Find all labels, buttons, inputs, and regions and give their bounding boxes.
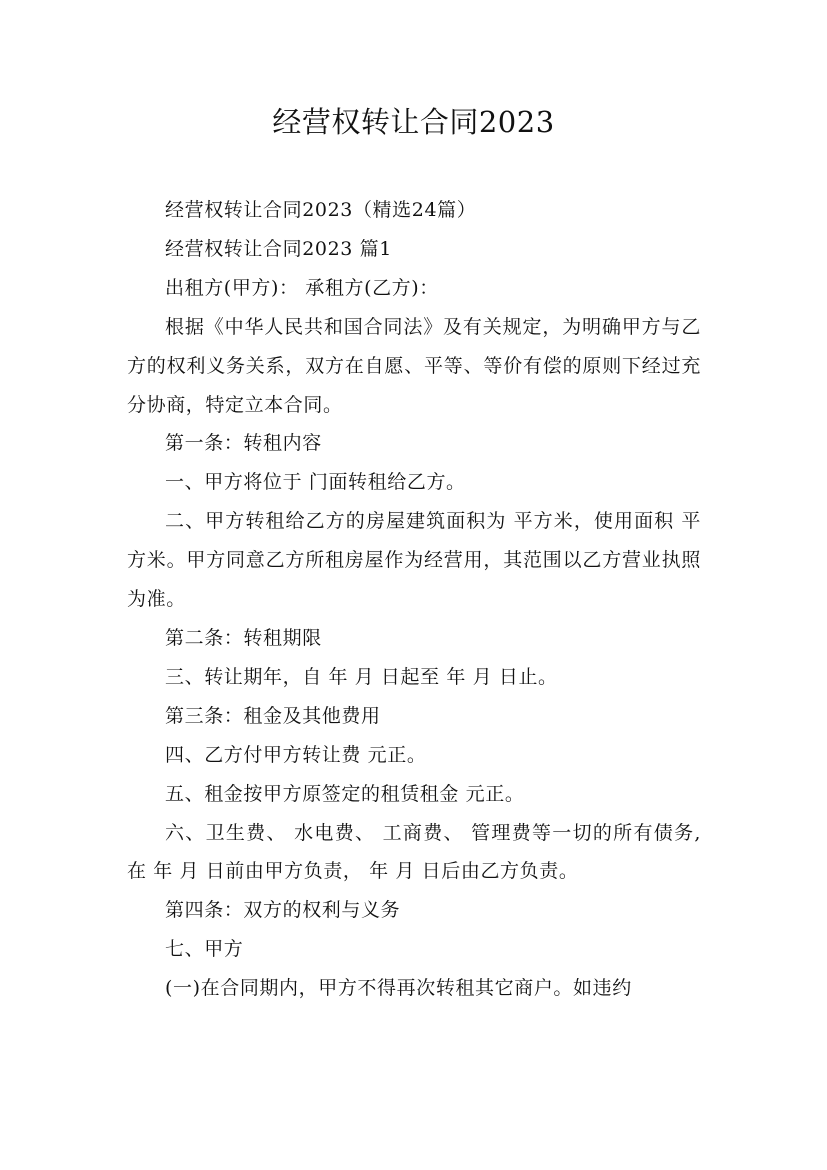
clause-heading-2: 第二条：转租期限 — [165, 626, 322, 649]
clause-subitem-1: (一)在合同期内，甲方不得再次转租其它商户。如违约 — [165, 977, 632, 1000]
clause-heading-4: 第四条：双方的权利与义务 — [165, 899, 401, 922]
document-body — [127, 191, 701, 1008]
paragraph-preamble: 根据《中华人民共和国合同法》及有关规定，为明确甲方与乙方的权利义务关系，双方在自愿、平等、等价有偿的原则下经过充分协商，特定立本合同。 — [127, 315, 701, 416]
clause-heading-3: 第三条：租金及其他费用 — [165, 704, 381, 727]
clause-item-7: 七、甲方 — [165, 938, 244, 961]
clause-item-4: 四、乙方付甲方转让费 元正。 — [165, 743, 427, 766]
clause-item-5: 五、租金按甲方原签定的租赁租金 元正。 — [165, 782, 525, 805]
clause-heading-1: 第一条：转租内容 — [165, 432, 322, 455]
document-title: 经营权转让合同2023 — [272, 105, 555, 139]
clause-item-1: 一、甲方将位于 门面转租给乙方。 — [165, 471, 466, 494]
clause-item-6: 六、卫生费、 水电费、 工商费、 管理费等一切的所有债务,在 年 月 日前由甲方负责， 年 月 日后由乙方负责。 — [127, 821, 701, 883]
paragraph-subtitle: 经营权转让合同2023（精选24篇） — [165, 199, 477, 221]
clause-item-2: 二、甲方转租给乙方的房屋建筑面积为 平方米，使用面积 平方米。甲方同意乙方所租房屋作为经营用，其范围以乙方营业执照为准。 — [127, 510, 701, 611]
clause-item-3: 三、转让期年，自 年 月 日起至 年 月 日止。 — [165, 665, 558, 688]
paragraph-parties: 出租方(甲方)： 承租方(乙方)： — [165, 276, 439, 299]
paragraph-section-heading: 经营权转让合同2023 篇1 — [165, 237, 392, 260]
